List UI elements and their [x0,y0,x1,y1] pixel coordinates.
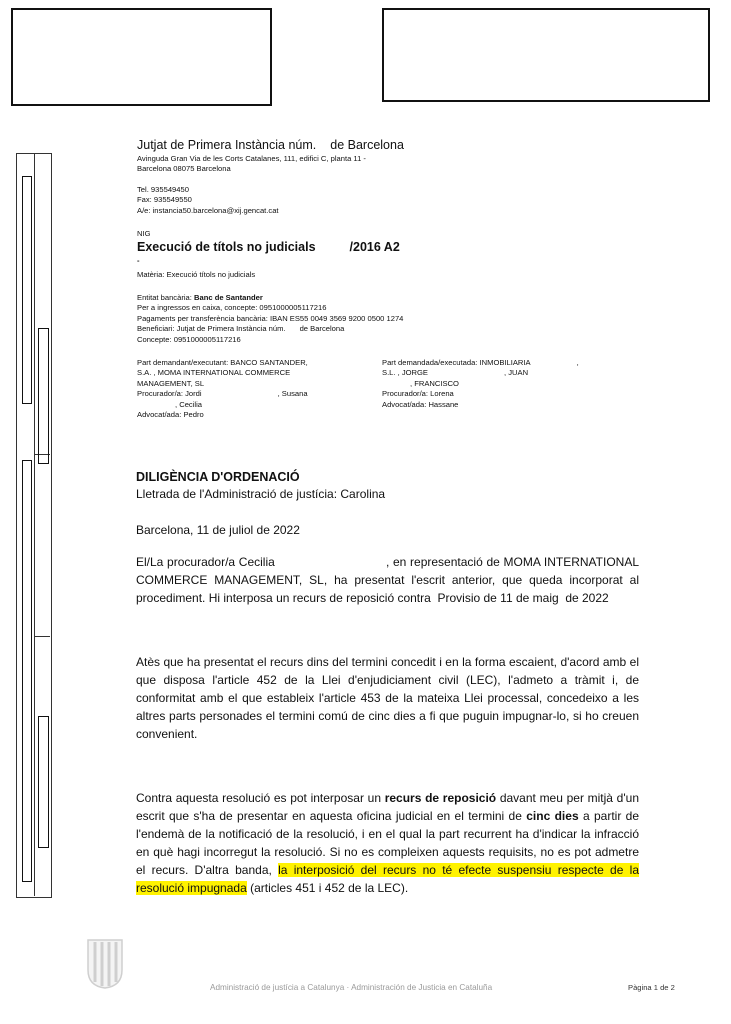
generalitat-logo [86,936,124,990]
clerk-line: Lletrada de l'Administració de justícia: Carolina [136,487,386,501]
tel: Tel. 935549450 [137,185,189,194]
case-title: Execució de títols no judicials /2016 A2 [137,240,400,254]
side-bar-divider [34,153,35,896]
side-barcode-4 [38,716,49,848]
date-line: Barcelona, 11 de juliol de 2022 [136,523,300,537]
paragraph-3: Contra aquesta resolució es pot interposar un recurs de reposició davant meu per mitjà d'un escrit que s'ha de presentar en aquesta oficina judicial en el termini de cinc dies a partir de l'endemà de la notificació de la resolució, i en el qual la part recurrent ha d'indicar la infracció en què hagi incorregut la resolució. Si no es compleixen aquests requisits, no es pot admetre el recurs. D'altra banda, la interposició del recurs no té efecte suspensiu respecte de la resolució impugnada (articles 451 i 452 de la LEC). [136,791,640,895]
diligencia-heading: DILIGÈNCIA D'ORDENACIÓ [136,470,300,484]
highlighted-text: la interposició del recurs no té efecte suspensiu respecte de la resolució impugnada [136,863,639,895]
plaintiff-block: Part demandant/executant: BANCO SANTANDER, S.A. , MOMA INTERNATIONAL COMMERCE MANAGEMENT, SL Procurador/a: Jordi , Susana , Cecilia Advocat/ada: Pedro [137,358,308,420]
case-dash: - [137,256,140,265]
court-contact [137,185,279,216]
side-barcode-1 [22,176,32,404]
redacted-box-right [382,8,710,102]
paragraph-2: Atès que ha presentat el recurs dins del termini concedit i en la forma escaient, d'acord amb el que disposa l'article 452 de la Llei d'enjudiciament civil (LEC), l'admeto a tràmit i, de conformitat amb el que estableix l'article 453 de la mateixa Llei processal, concedeixo a les altres parts personades el termini comú de cinc dies a fi que puguin impugnar-lo, si ho creuen convenient. [136,655,639,741]
footer-text: Administració de justícia a Catalunya · Administración de Justicia en Cataluña [210,983,493,992]
side-barcode-2 [38,328,49,464]
court-name: Jutjat de Primera Instància núm. de Barcelona [137,138,404,152]
side-barcode-3 [22,460,32,882]
defendant-block: Part demandada/executada: INMOBILIARIA , S.L. , JORGE , JUAN , FRANCISCO Procurador/a: Lorena Advocat/ada: Hassane [382,358,579,409]
email: A/e: instancia50.barcelona@xij.gencat.cat [137,205,279,215]
paragraph-1: El/La procurador/a Cecilia , en representació de MOMA INTERNATIONAL COMMERCE MANAGEMENT, SL, ha presentat l'escrit anterior, que queda incorporat al procediment. Hi interposa un recurs de reposició contra Provisio de 11 de maig de 2022 [136,555,643,605]
materia: Matèria: Execució títols no judicials [137,270,256,279]
redacted-box-left [11,8,272,106]
side-bar-hline-2 [34,636,50,637]
bank-info: Entitat bancària: Banc de Santander Per a ingressos en caixa, concepte: 0951000005117216 Pagaments per transferència bancària: IBAN ES55 0049 3569 9200 0500 1274 Beneficiari: Jutjat de Primera Instància núm. de Barcelona Concepte: 0951000005117216 [137,293,404,344]
page-number: Pàgina 1 de 2 [628,983,675,992]
nig-label: NIG [137,229,151,238]
court-address: Avinguda Gran Via de les Corts Catalanes, 111, edifici C, planta 11 - Barcelona 08075 Barcelona [137,154,366,174]
fax: Fax: 935549550 [137,195,192,205]
